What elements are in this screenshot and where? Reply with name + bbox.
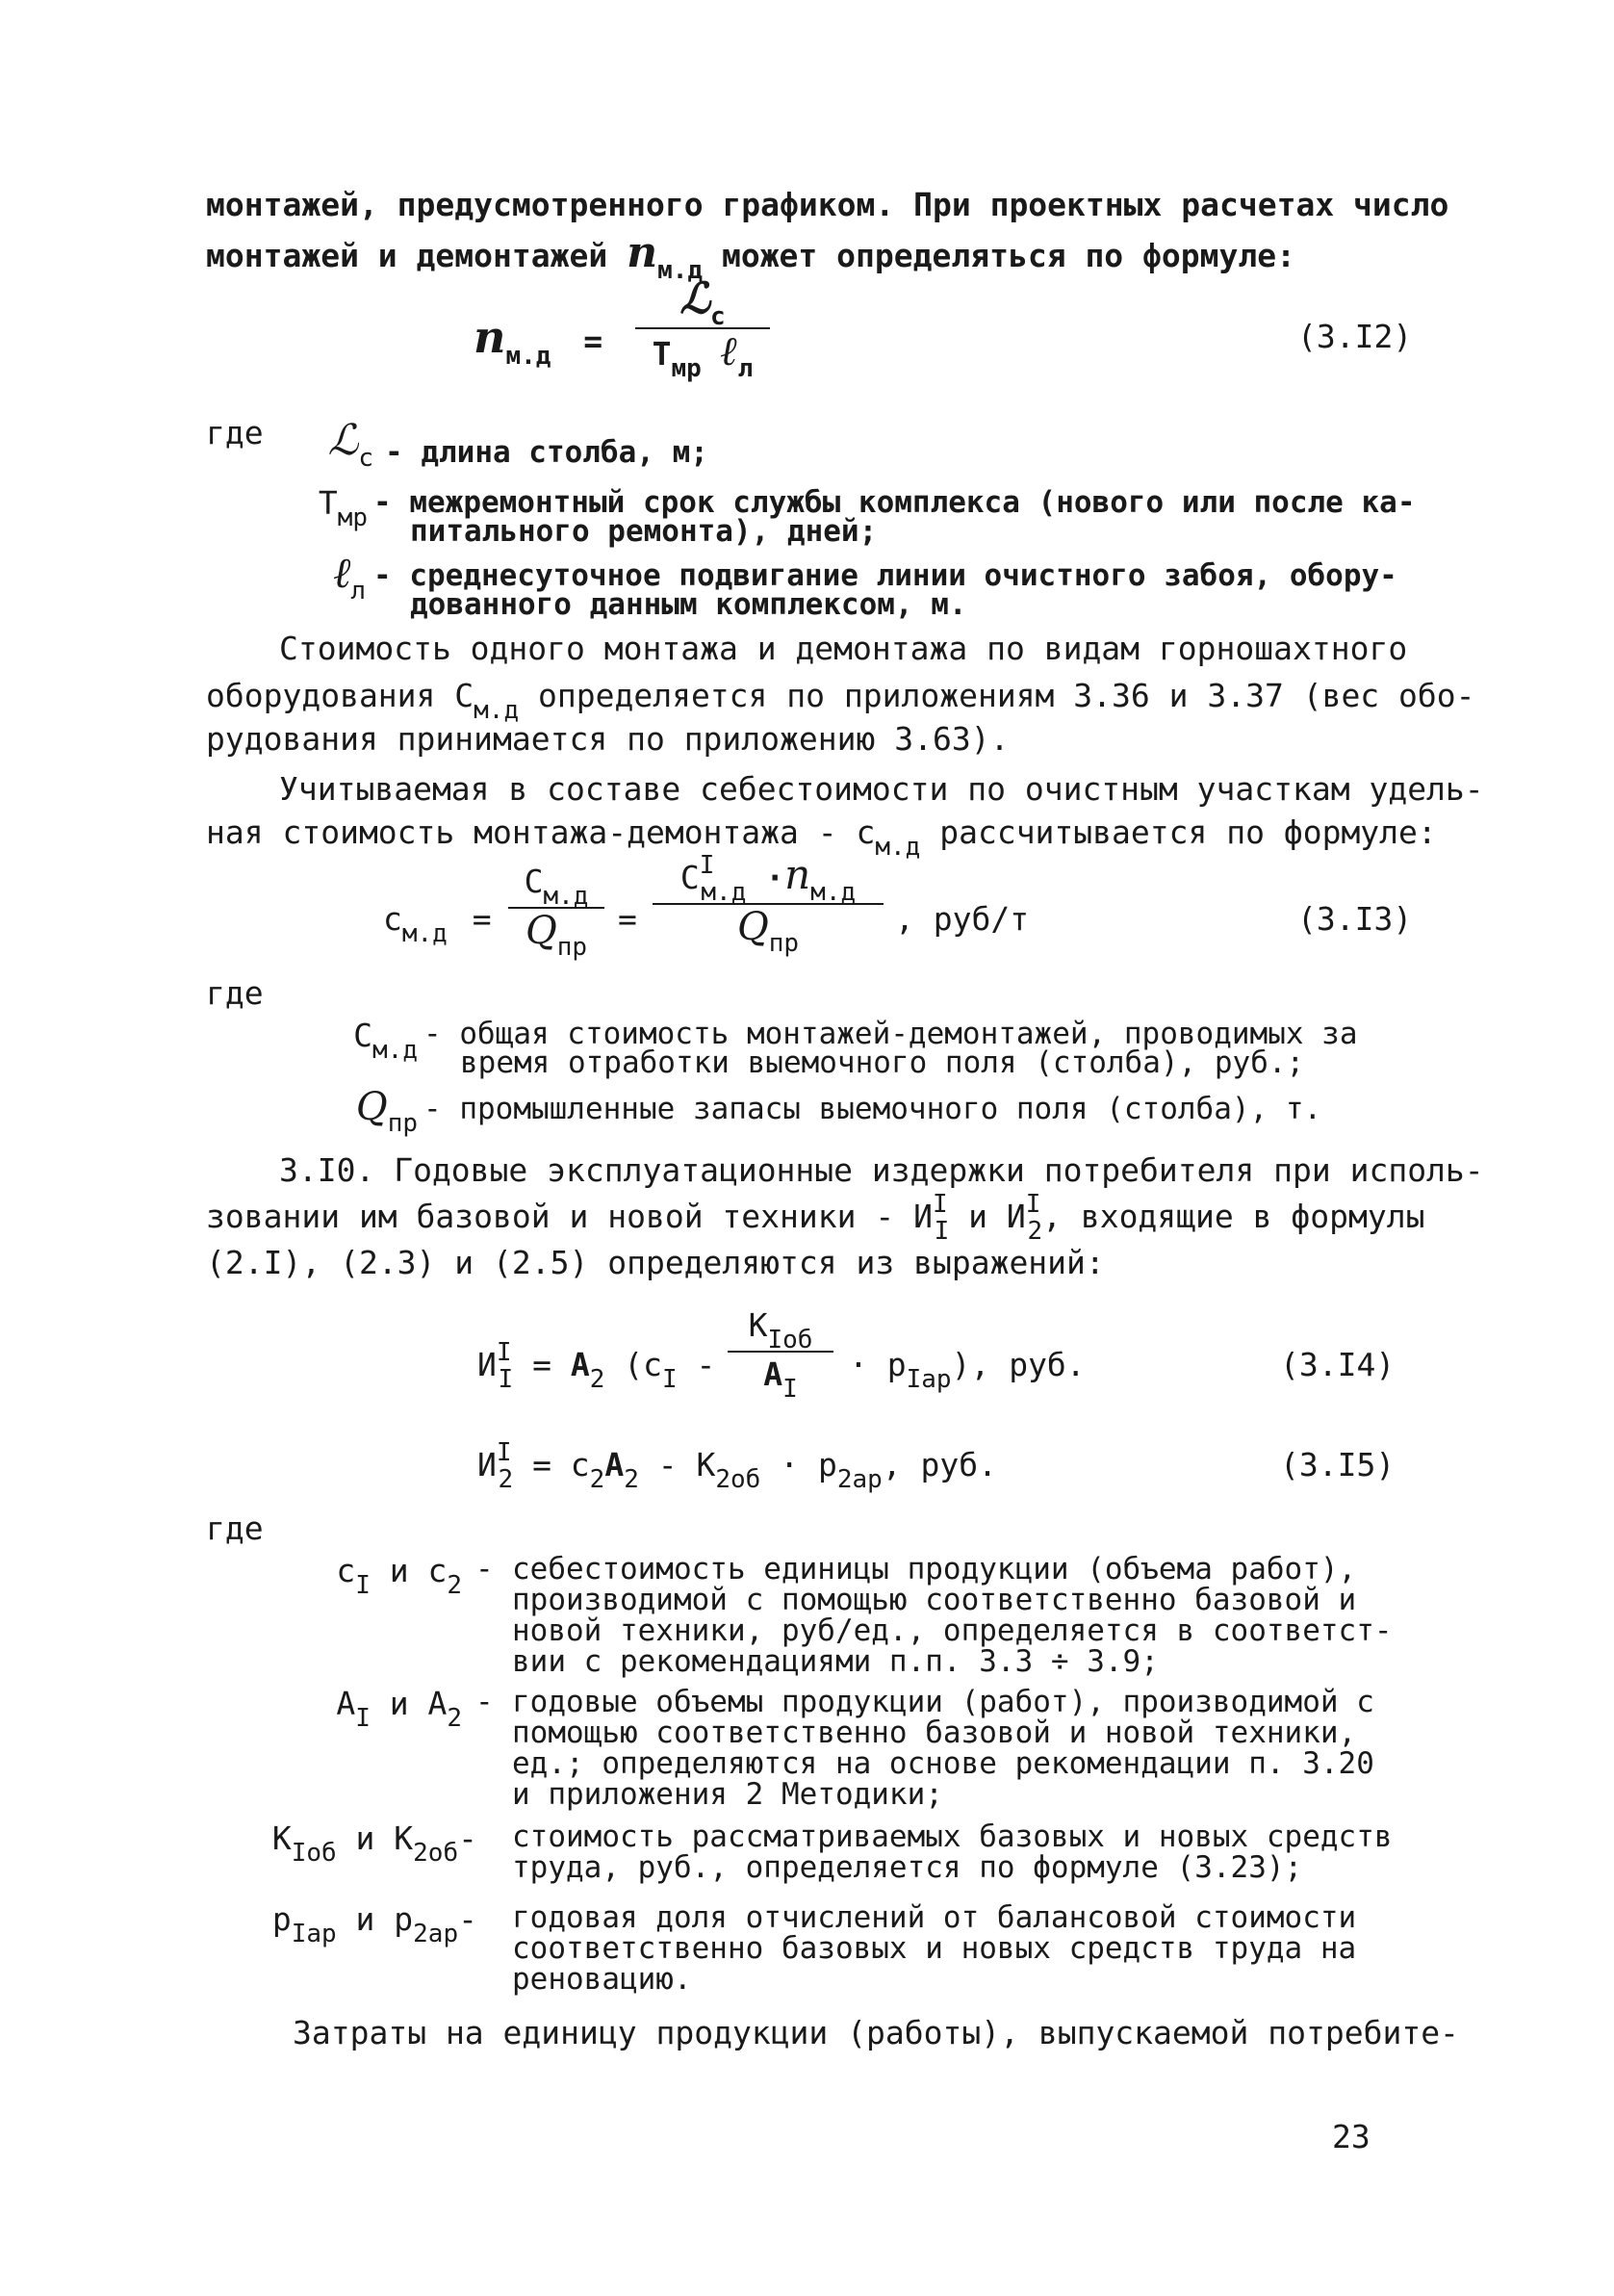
where-2-def-0-line-2: время отработки выемочного поля (столба), руб.; bbox=[460, 1045, 1305, 1080]
where-3-def-1-line-2: помощью соответственно базовой и новой техники, bbox=[512, 1716, 1357, 1750]
where-3-def-2-line-1: стоимость рассматриваемых базовых и новых средств bbox=[512, 1819, 1393, 1854]
page-number: 23 bbox=[1332, 2118, 1371, 2155]
where-2-def-1-line-1: - промышленные запасы выемочного поля (столба), т. bbox=[423, 1092, 1322, 1126]
where-3-def-0-line-1: себестоимость единицы продукции (объема работ), bbox=[512, 1552, 1357, 1587]
where-3-def-0-line-2: производимой с помощью соответственно базовой и bbox=[512, 1583, 1357, 1617]
eq-3-13-eq-2: = bbox=[618, 900, 637, 938]
where-3-def-3-line-3: реновацию. bbox=[512, 1962, 692, 1997]
eq-3-14-label: (3.I4) bbox=[1280, 1346, 1396, 1383]
where-3-def-1-line-3: ед.; определяются на основе рекомендации п. 3.20 bbox=[512, 1746, 1374, 1781]
eq-3-14-fraction: $К_{Iоб}$ $А_I$ bbox=[728, 1305, 833, 1398]
paragraph-5-line-1: Затраты на единицу продукции (работы), выпускаемой потребите- bbox=[293, 2014, 1459, 2051]
paragraph-1-line-1: монтажей, предусмотренного графиком. При проектных расчетах число bbox=[206, 186, 1449, 223]
where-3-dash-0: - bbox=[475, 1552, 494, 1587]
where-3-def-2-line-2: труда, руб., определяется по формуле (3.23); bbox=[512, 1850, 1303, 1885]
eq-3-12-fraction: ℒ$_с$ $Т_{мр}$ ℓ$_л$ bbox=[635, 279, 770, 377]
paragraph-2-line-3: рудования принимается по приложению 3.63). bbox=[206, 720, 1010, 758]
eq-3-12-label: (3.I2) bbox=[1297, 318, 1413, 355]
where-3-sym-0: $с_I$ и $с_2$ bbox=[336, 1552, 462, 1600]
where-2-def-0-line-1: - общая стоимость монтажей-демонтажей, проводимых за bbox=[423, 1017, 1358, 1051]
eq-3-14-right: · $р_{Iар}$), руб. bbox=[849, 1346, 1086, 1394]
eq-3-13-lhs: $с_{м.д}$ = bbox=[383, 900, 492, 948]
eq-3-15-body: $И^I_2 = с_2А_2 - К_{2об} \cdot р_{2ар}$, руб. bbox=[477, 1438, 997, 1494]
eq-3-13-fraction-2: $С^I_{м.д} \cdot n_{м.д}$ $Q_{пр}$ bbox=[653, 855, 884, 952]
paragraph-2-line-2: оборудования $С_{м.д}$ определяется по приложениям 3.36 и 3.37 (вес обо- bbox=[206, 677, 1475, 725]
eq-3-14-left: $И^I_I = А_2$ ($с_I$ - bbox=[477, 1338, 716, 1394]
where-3-sym-1: $А_I$ и $А_2$ bbox=[336, 1685, 462, 1733]
where-3-word: где bbox=[206, 1509, 264, 1547]
paragraph-2-line-1: Стоимость одного монтажа и демонтажа по видам горношахтного bbox=[279, 630, 1408, 667]
paragraph-3-line-1: Учитываемая в составе себестоимости по очистным участкам удель- bbox=[279, 770, 1484, 808]
eq-3-12-lhs: $n_{м.д}$ = bbox=[474, 311, 603, 371]
where-3-def-1-line-1: годовые объемы продукции (работ), производимой с bbox=[512, 1685, 1374, 1719]
where-1-def-1-line-2: питального ремонта), дней; bbox=[410, 514, 878, 549]
paragraph-4-line-3: (2.I), (2.3) и (2.5) определяются из выражений: bbox=[206, 1244, 1105, 1281]
where-3-def-0-line-4: вии с рекомендациями п.п. 3.3 ÷ 3.9; bbox=[512, 1644, 1159, 1679]
where-2-sym-1: $Q_{пр}$ bbox=[355, 1085, 418, 1138]
eq-3-13-fraction-1: $С_{м.д}$ $Q_{пр}$ bbox=[508, 862, 604, 956]
paragraph-1-line-2: монтажей и демонтажей $n_{м.д}$ может определяться по формуле: bbox=[206, 228, 1295, 285]
paragraph-4-line-1: 3.I0. Годовые эксплуатационные издержки потребителя при исполь- bbox=[279, 1151, 1484, 1189]
where-1-sym-2: ℓ$_л$ bbox=[333, 549, 366, 606]
where-2-sym-0: $С_{м.д}$ bbox=[353, 1017, 418, 1065]
where-1-word: где bbox=[206, 414, 264, 451]
paragraph-3-line-2: ная стоимость монтажа-демонтажа - $с_{м.д}$ рассчитывается по формуле: bbox=[206, 813, 1437, 862]
where-3-sym-2: $К_{Iоб}$ и $К_{2об}-$ bbox=[271, 1819, 477, 1868]
eq-3-15-label: (3.I5) bbox=[1280, 1446, 1396, 1483]
where-1-def-1-line-1: - межремонтный срок службы комплекса (нового или после ка- bbox=[373, 485, 1416, 520]
where-1-sym-0: ℒ$_с$ bbox=[327, 416, 373, 473]
paragraph-4-line-2: зовании им базовой и новой техники - $И^I_I$ и $И^I_2$, входящие в формулы bbox=[206, 1190, 1425, 1246]
where-3-def-0-line-3: новой техники, руб/ед., определяется в соответст- bbox=[512, 1613, 1393, 1648]
where-3-def-3-line-1: годовая доля отчислений от балансовой стоимости bbox=[512, 1900, 1357, 1935]
where-1-sym-1: $Т_{мр}$ bbox=[318, 484, 368, 532]
where-3-def-3-line-2: соответственно базовых и новых средств труда на bbox=[512, 1931, 1357, 1966]
where-3-dash-1: - bbox=[475, 1685, 494, 1719]
where-2-word: где bbox=[206, 974, 264, 1012]
where-3-def-1-line-4: и приложения 2 Методики; bbox=[512, 1777, 943, 1812]
where-1-def-2-line-2: дованного данным комплексом, м. bbox=[410, 587, 967, 622]
eq-3-13-label: (3.I3) bbox=[1297, 900, 1413, 938]
where-1-def-2-line-1: - среднесуточное подвигание линии очистного забоя, обору- bbox=[373, 558, 1397, 593]
eq-3-13-unit: , руб/т bbox=[895, 900, 1030, 938]
where-3-sym-3: $р_{Iар}$ и $р_{2ар}-$ bbox=[271, 1900, 477, 1948]
where-1-def-0: - длина столба, м; bbox=[385, 435, 708, 470]
